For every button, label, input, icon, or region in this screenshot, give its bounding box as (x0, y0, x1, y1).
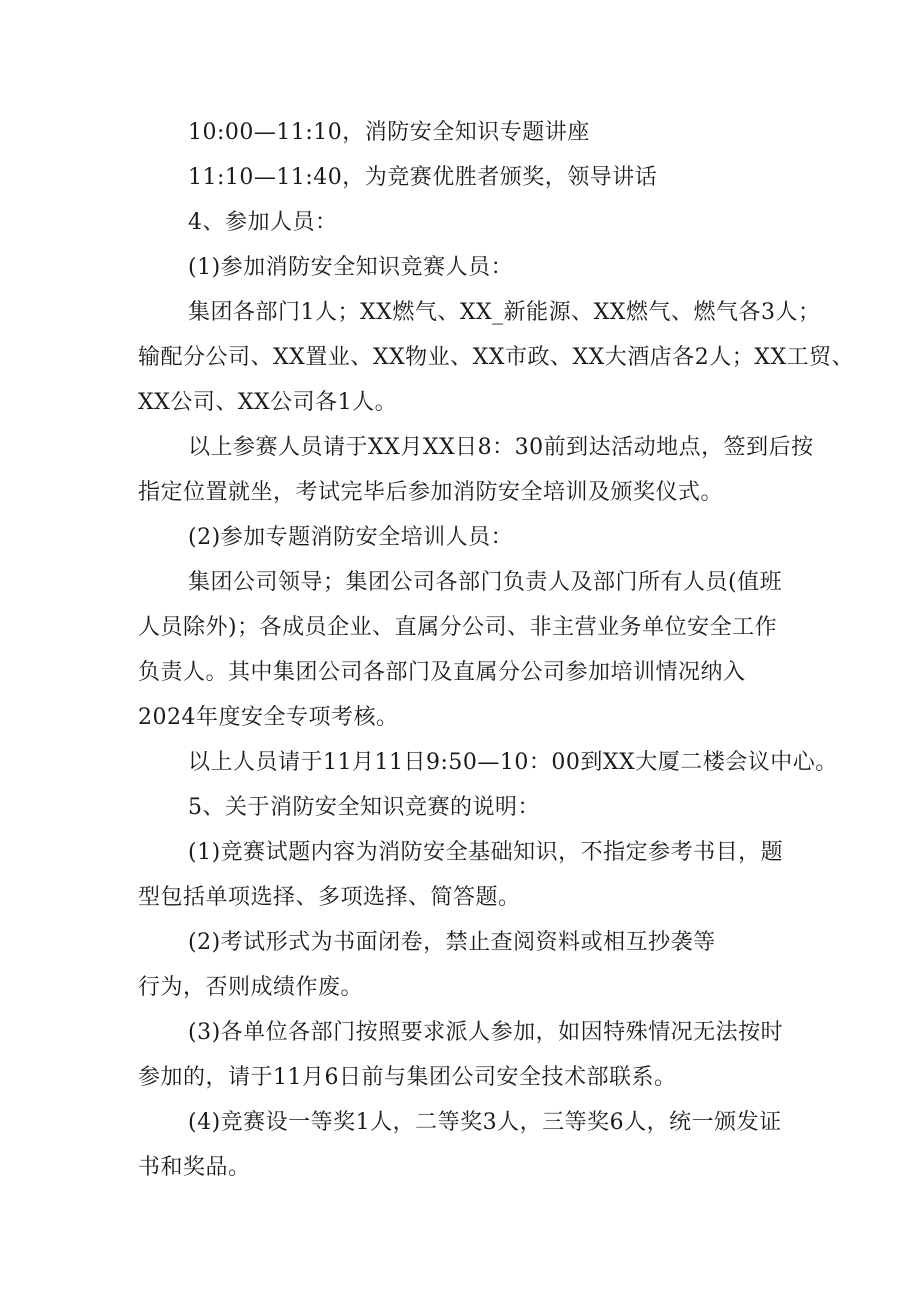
paragraph-line: 书和奖品。 (138, 1155, 251, 1180)
paragraph-line: (4)竞赛设一等奖1人，二等奖3人，三等奖6人，统一颁发证 (188, 1110, 782, 1135)
paragraph-line: XX公司、XX公司各1人。 (138, 390, 398, 415)
paragraph-line: (1)竞赛试题内容为消防安全基础知识，不指定参考书目，题 (188, 840, 784, 865)
paragraph-line: 集团公司领导；集团公司各部门负责人及部门所有人员(值班 (188, 570, 783, 595)
paragraph-line: 以上参赛人员请于XX月XX日8：30前到达活动地点，签到后按 (188, 435, 814, 460)
schedule-line-lecture: 10:00—11:10，消防安全知识专题讲座 (188, 120, 590, 145)
paragraph-line: (3)各单位各部门按照要求派人参加，如因特殊情况无法按时 (188, 1020, 784, 1045)
paragraph-line: 以上人员请于11月11日9:50—10：00到XX大厦二楼会议中心。 (188, 750, 838, 775)
section-heading-participants: 4、参加人员： (188, 210, 338, 235)
paragraph-line: 型包括单项选择、多项选择、简答题。 (138, 885, 521, 910)
paragraph-line: 输配分公司、XX置业、XX物业、XX市政、XX大酒店各2人；XX工贸、 (138, 345, 855, 370)
paragraph-line: (2)考试形式为书面闭卷，禁止查阅资料或相互抄袭等 (188, 930, 716, 955)
paragraph-line: 参加的，请于11月6日前与集团公司安全技术部联系。 (138, 1065, 677, 1090)
paragraph-line: 人员除外)；各成员企业、直属分公司、非主营业务单位安全工作 (138, 615, 778, 640)
subheading-competition-participants: (1)参加消防安全知识竞赛人员： (188, 255, 514, 280)
paragraph-line: 行为，否则成绩作废。 (138, 975, 364, 1000)
paragraph-line: 2024年度安全专项考核。 (138, 705, 399, 730)
paragraph-line: 负责人。其中集团公司各部门及直属分公司参加培训情况纳入 (138, 660, 746, 685)
subheading-training-participants: (2)参加专题消防安全培训人员： (188, 525, 514, 550)
paragraph-line: 指定位置就坐，考试完毕后参加消防安全培训及颁奖仪式。 (138, 480, 724, 505)
paragraph-line: 集团各部门1人；XX燃气、XX_新能源、XX燃气、燃气各3人； (188, 300, 821, 325)
schedule-line-award: 11:10—11:40，为竞赛优胜者颁奖，领导讲话 (188, 165, 658, 190)
section-heading-competition-notes: 5、关于消防安全知识竞赛的说明： (188, 795, 540, 820)
